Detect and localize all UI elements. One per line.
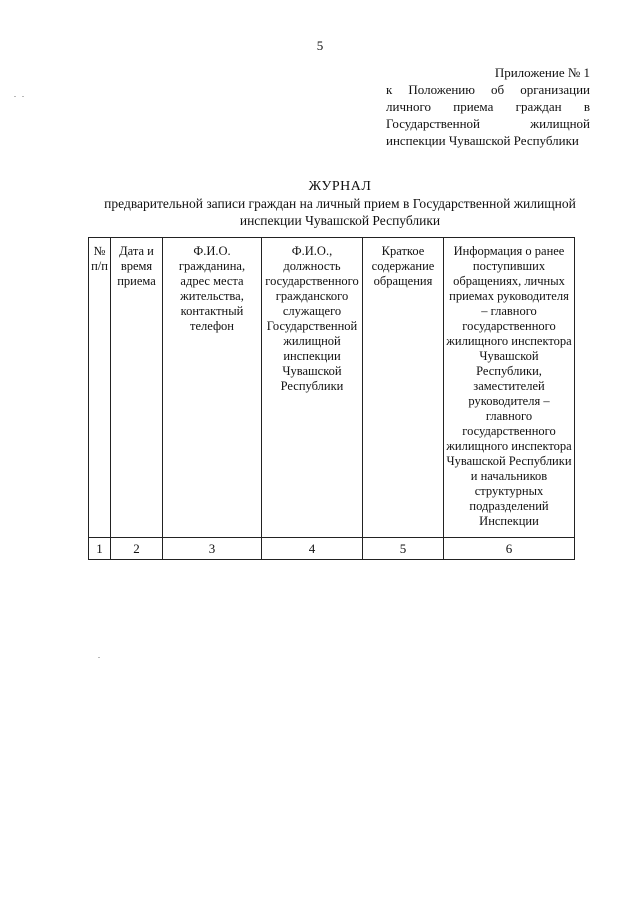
header-cell-date: Дата и время приема (111, 238, 163, 538)
column-number-row (89, 538, 575, 560)
column-number-cell: 4 (262, 538, 363, 560)
journal-table (88, 237, 575, 560)
header-cell-number: № п/п (89, 238, 111, 538)
appendix-body: к Положению об организации личного приема граждан в Государственной жилищной инспекции Чувашской Республики (386, 82, 590, 148)
header-cell-citizen: Ф.И.О. гражданина, адрес места жительства, контактный телефон (163, 238, 262, 538)
journal-title-block (70, 178, 610, 229)
column-number-cell: 5 (363, 538, 444, 560)
journal-title: ЖУРНАЛ (308, 179, 372, 194)
journal-subtitle-line-1: предварительной записи граждан на личный прием в Государственной жилищной (104, 196, 576, 211)
appendix-note (386, 64, 590, 149)
header-cell-previous-info: Информация о ранее поступивших обращениях, личных приемах руководителя – главного государственного жилищного инспектора Чувашской Республики, заместителей руководителя – главного государственного жилищного инспектора Чувашской Республики и начальников структурных подразделений Инспекции (444, 238, 575, 538)
scan-speck (22, 96, 24, 97)
scan-speck (14, 96, 16, 97)
header-cell-official: Ф.И.О., должность государственного гражданского служащего Государственной жилищной инспекции Чувашской Республики (262, 238, 363, 538)
appendix-heading: Приложение № 1 (494, 65, 590, 80)
column-number-cell: 6 (444, 538, 575, 560)
scan-speck (98, 657, 100, 658)
column-number-cell: 3 (163, 538, 262, 560)
table-header-row (89, 238, 575, 538)
page-number: 5 (316, 38, 324, 53)
column-number-cell: 1 (89, 538, 111, 560)
column-number-cell: 2 (111, 538, 163, 560)
header-cell-summary: Краткое содержание обращения (363, 238, 444, 538)
journal-subtitle-line-2: инспекции Чувашской Республики (239, 213, 441, 228)
